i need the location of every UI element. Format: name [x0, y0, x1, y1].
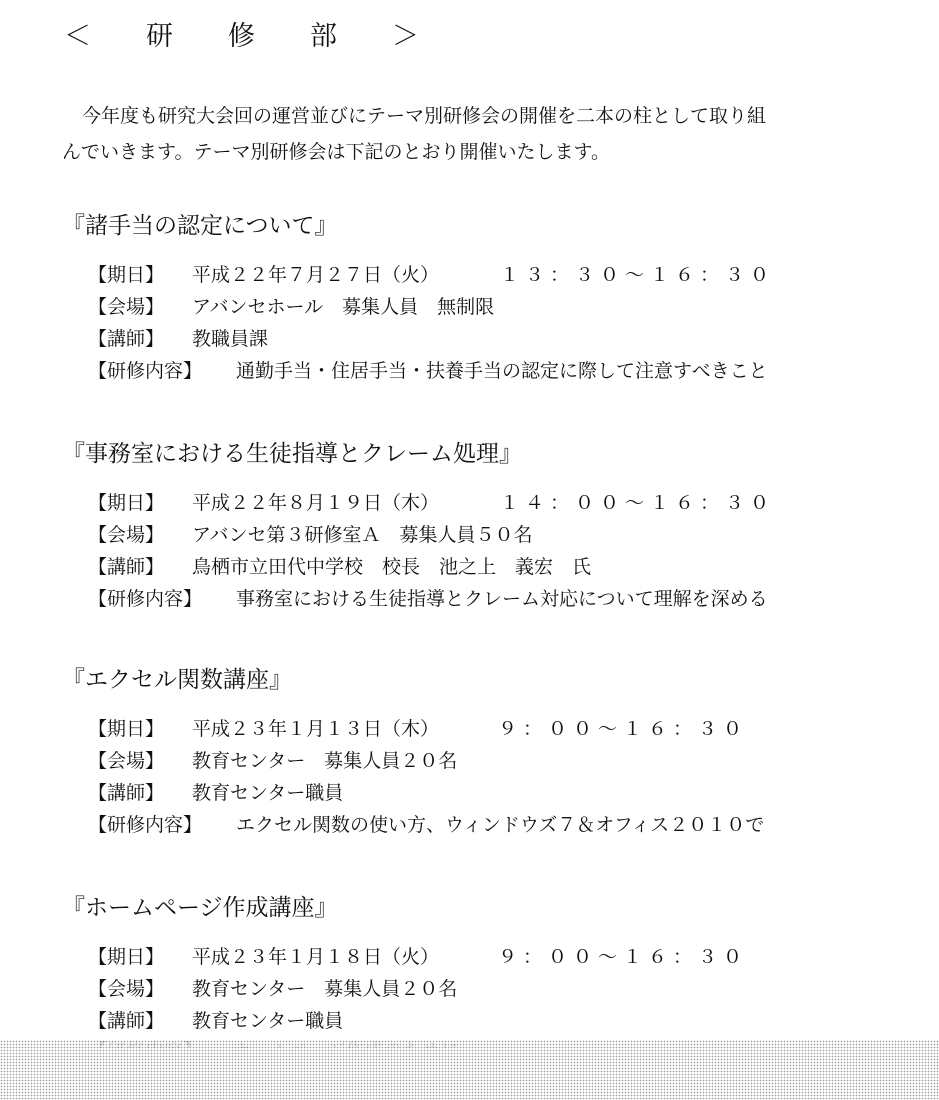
- time-value: １３：３０～１６：３０: [500, 264, 776, 286]
- lecturer-label: 【講師】: [88, 1010, 165, 1032]
- intro-paragraph: [62, 98, 882, 170]
- date-label: 【期日】: [88, 718, 165, 740]
- session-3: [62, 664, 922, 836]
- lecturer-value: 鳥栖市立田代中学校 校長 池之上 義宏 氏: [192, 556, 592, 578]
- session-2: [62, 438, 922, 610]
- session-title: 『事務室における生徒指導とクレーム処理』: [62, 441, 522, 467]
- content-label: 【研修内容】: [88, 588, 203, 610]
- venue-value: 教育センター 募集人員２０名: [192, 978, 458, 1000]
- intro-line-1: 今年度も研究大会回の運営並びにテーマ別研修会の開催を二本の柱として取り組: [82, 105, 767, 127]
- date-value: 平成２３年１月１３日（木）: [192, 718, 440, 740]
- section-heading: ＜ 研 修 部 ＞: [64, 21, 433, 52]
- lecturer-value: 教育センター職員: [192, 1010, 344, 1032]
- content-label: 【研修内容】: [88, 814, 203, 836]
- session-title: 『諸手当の認定について』: [62, 213, 338, 239]
- session-title: 『エクセル関数講座』: [62, 667, 292, 693]
- lecturer-value: 教育センター職員: [192, 782, 344, 804]
- venue-value: アバンセ第３研修室Ａ 募集人員５０名: [192, 524, 533, 546]
- content-value: 通勤手当・住居手当・扶養手当の認定に際して注意すべきこと: [236, 360, 768, 382]
- lecturer-value: 教職員課: [192, 328, 269, 350]
- content-value: エクセル関数の使い方、ウィンドウズ７＆オフィス２０１０で: [236, 814, 765, 836]
- date-value: 平成２３年１月１８日（火）: [192, 946, 440, 968]
- session-4: [62, 892, 922, 1032]
- scan-halftone-band: [0, 1040, 939, 1100]
- venue-value: アバンセホール 募集人員 無制限: [192, 296, 495, 318]
- lecturer-label: 【講師】: [88, 328, 165, 350]
- venue-label: 【会場】: [88, 750, 165, 772]
- date-value: 平成２２年７月２７日（火）: [192, 264, 440, 286]
- venue-label: 【会場】: [88, 524, 165, 546]
- date-label: 【期日】: [88, 264, 165, 286]
- time-value: ９：００～１６：３０: [498, 718, 749, 740]
- date-label: 【期日】: [88, 946, 165, 968]
- date-label: 【期日】: [88, 492, 165, 514]
- time-value: ９：００～１６：３０: [498, 946, 749, 968]
- lecturer-label: 【講師】: [88, 782, 165, 804]
- content-label: 【研修内容】: [88, 360, 203, 382]
- venue-value: 教育センター 募集人員２０名: [192, 750, 458, 772]
- session-1: [62, 210, 922, 382]
- venue-label: 【会場】: [88, 296, 165, 318]
- venue-label: 【会場】: [88, 978, 165, 1000]
- content-value: 事務室における生徒指導とクレーム対応について理解を深める: [236, 588, 768, 610]
- lecturer-label: 【講師】: [88, 556, 165, 578]
- intro-line-2: んでいきます。テーマ別研修会は下記のとおり開催いたします。: [62, 141, 610, 163]
- time-value: １４：００～１６：３０: [500, 492, 776, 514]
- session-title: 『ホームページ作成講座』: [62, 895, 338, 921]
- date-value: 平成２２年８月１９日（木）: [192, 492, 440, 514]
